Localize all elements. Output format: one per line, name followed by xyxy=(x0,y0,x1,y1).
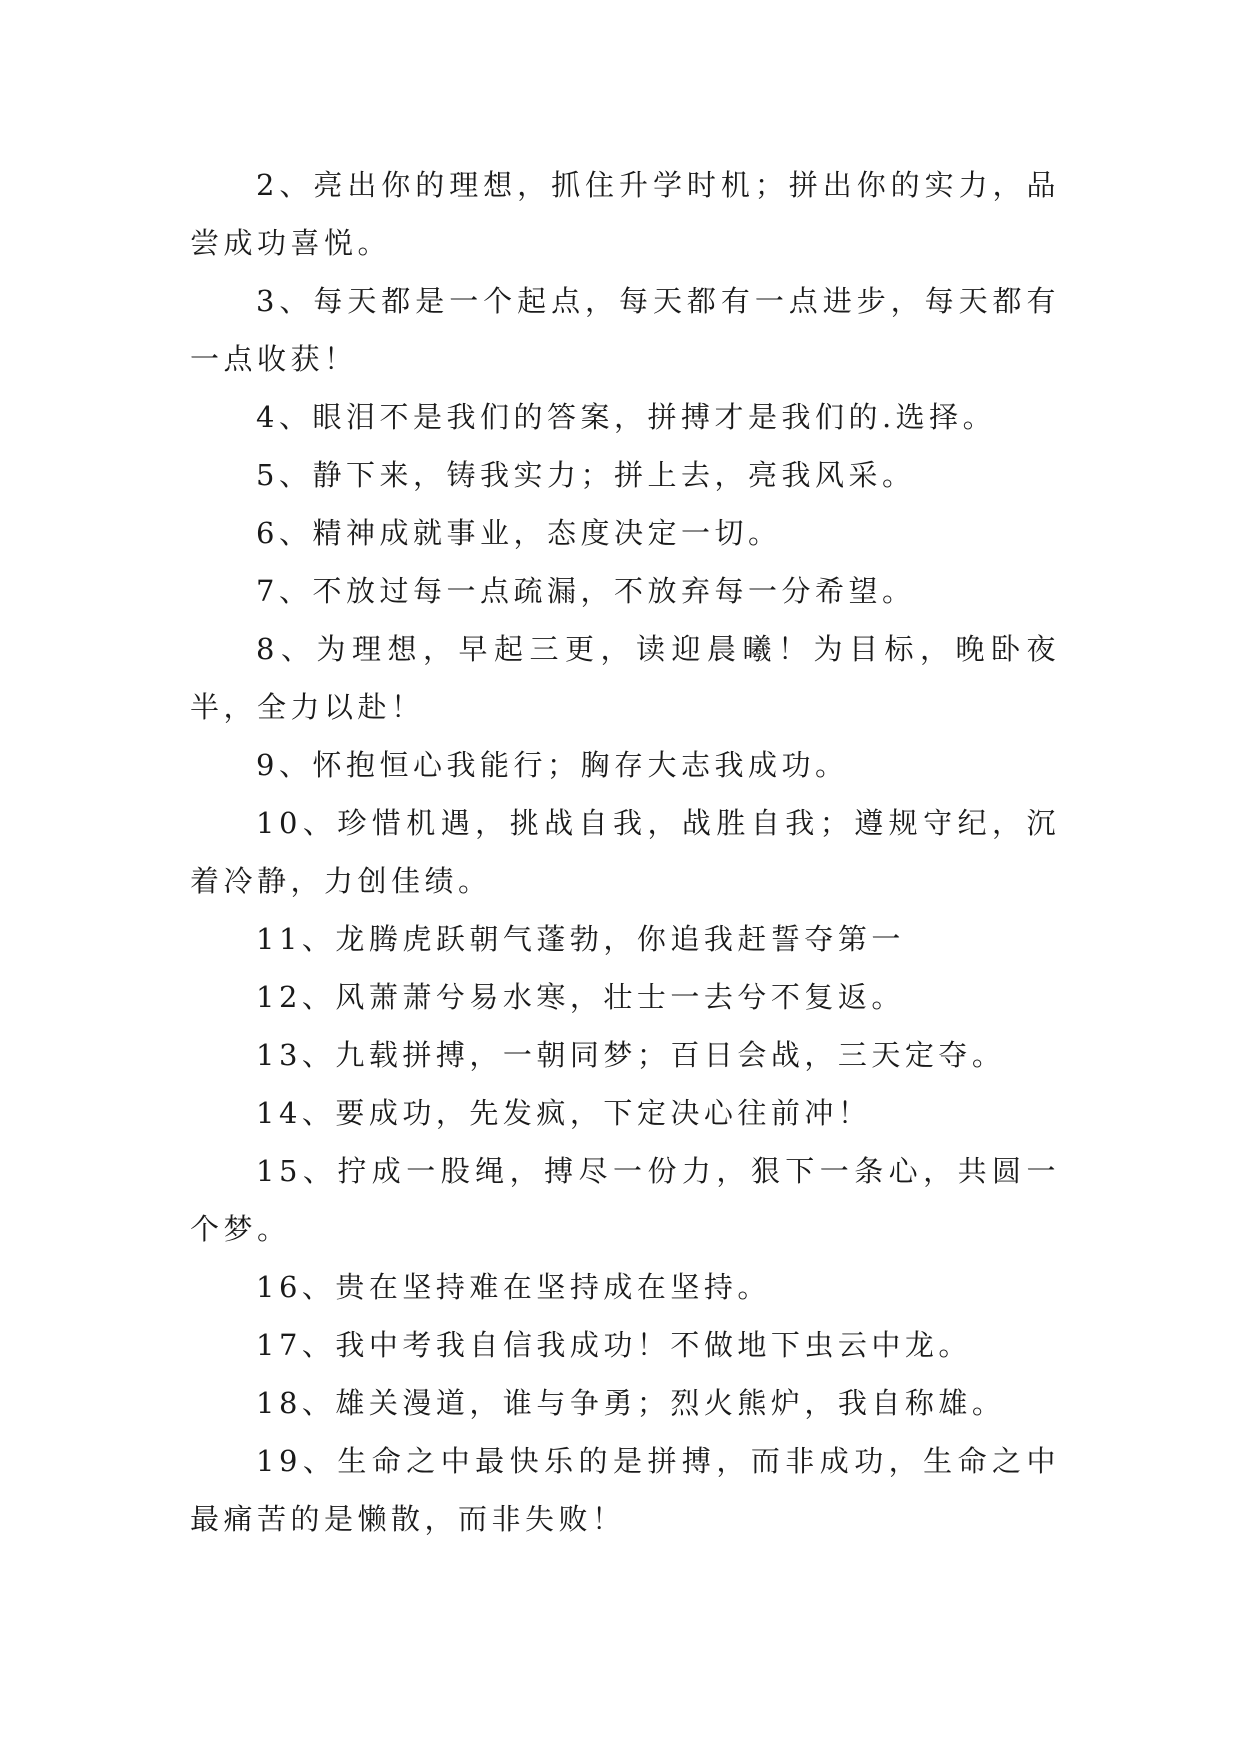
document-body xyxy=(190,156,1060,1548)
paragraph-13: 13、九载拼搏，一朝同梦；百日会战，三天定夺。 xyxy=(256,1038,1006,1072)
paragraph-7: 7、不放过每一点疏漏，不放弃每一分希望。 xyxy=(256,574,916,608)
paragraph-6: 6、精神成就事业，态度决定一切。 xyxy=(256,516,782,550)
paragraph-16: 16、贵在坚持难在坚持成在坚持。 xyxy=(256,1270,771,1304)
paragraph-18: 18、雄关漫道，谁与争勇；烈火熊炉，我自称雄。 xyxy=(256,1386,1006,1420)
paragraph-10: 10、珍惜机遇，挑战自我，战胜自我；遵规守纪，沉着冷静，力创佳绩。 xyxy=(190,806,1060,898)
paragraph-12: 12、风萧萧兮易水寒，壮士一去兮不复返。 xyxy=(256,980,905,1014)
paragraph-19: 19、生命之中最快乐的是拼搏，而非成功，生命之中最痛苦的是懒散，而非失败！ xyxy=(190,1444,1060,1536)
paragraph-9: 9、怀抱恒心我能行；胸存大志我成功。 xyxy=(256,748,849,782)
paragraph-3: 3、每天都是一个起点，每天都有一点进步，每天都有一点收获！ xyxy=(190,284,1060,376)
paragraph-4: 4、眼泪不是我们的答案，拼搏才是我们的.选择。 xyxy=(256,400,997,434)
paragraph-15: 15、拧成一股绳，搏尽一份力，狠下一条心，共圆一个梦。 xyxy=(190,1154,1060,1246)
paragraph-5: 5、静下来，铸我实力；拼上去，亮我风采。 xyxy=(256,458,916,492)
paragraph-14: 14、要成功，先发疯，下定决心往前冲！ xyxy=(256,1096,872,1130)
paragraph-8: 8、为理想，早起三更，读迎晨曦！为目标，晚卧夜半，全力以赴！ xyxy=(190,632,1060,724)
paragraph-2: 2、亮出你的理想，抓住升学时机；拼出你的实力，品尝成功喜悦。 xyxy=(190,168,1060,260)
paragraph-11: 11、龙腾虎跃朝气蓬勃，你追我赶誓夺第一 xyxy=(256,922,905,956)
paragraph-17: 17、我中考我自信我成功！不做地下虫云中龙。 xyxy=(256,1328,972,1362)
